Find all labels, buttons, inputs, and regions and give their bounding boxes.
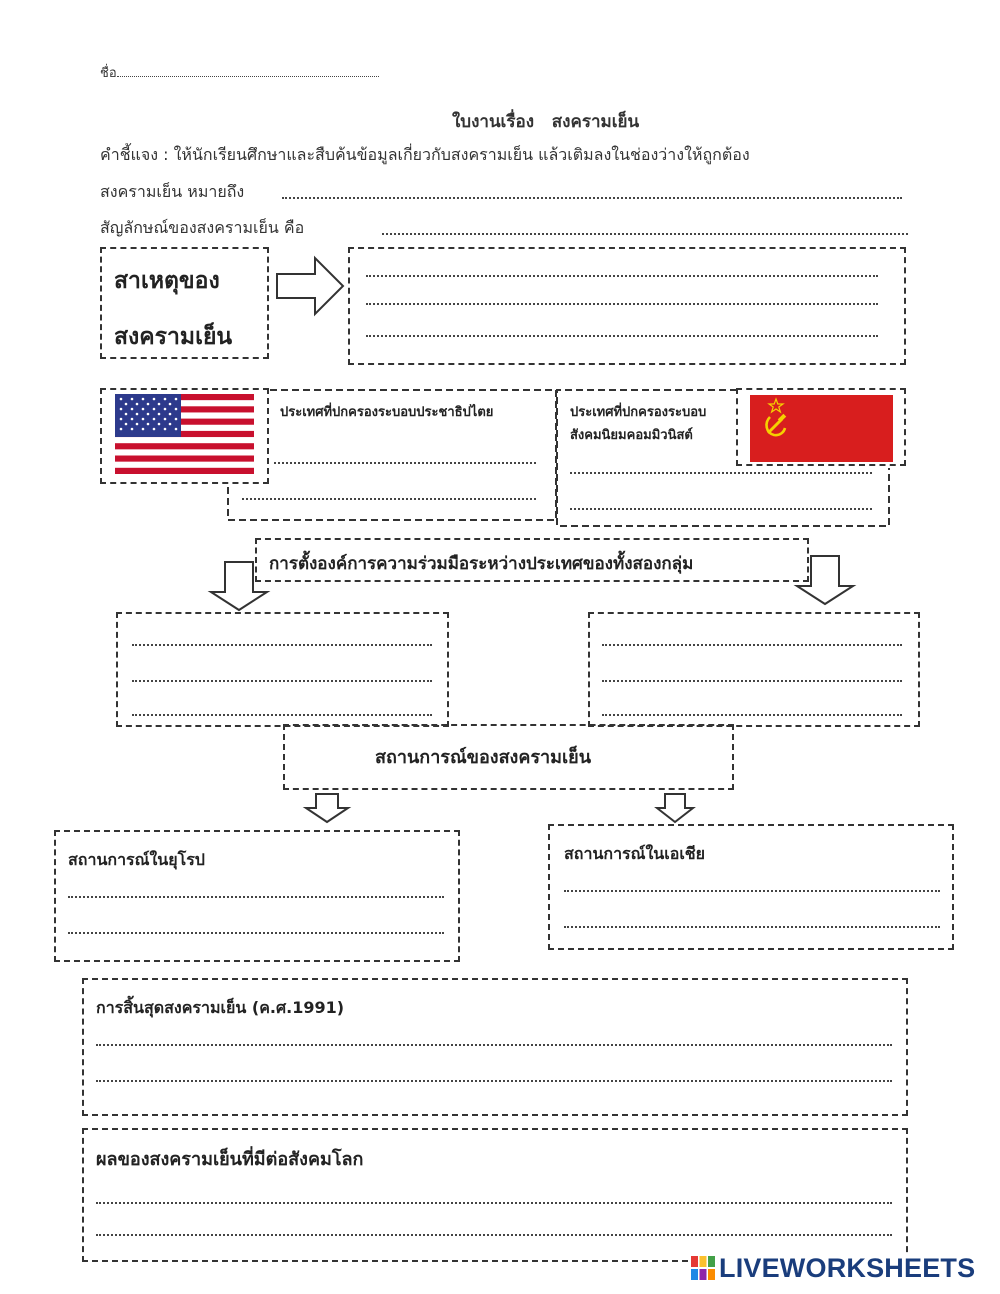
situation-title: สถานการณ์ของสงครามเย็น <box>375 747 592 768</box>
symbol-label: สัญลักษณ์ของสงครามเย็น คือ <box>100 218 305 237</box>
symbol-input-line[interactable] <box>382 233 908 235</box>
democracy-label: ประเทศที่ปกครองระบอบประชาธิปไตย <box>280 405 494 420</box>
symbol-row <box>100 216 304 241</box>
causes-input-line-3[interactable] <box>366 335 878 337</box>
europe-situation-label: สถานการณ์ในยุโรป <box>68 850 205 869</box>
down-arrow-icon-asia <box>654 792 696 824</box>
down-arrow-icon-europe <box>302 792 352 824</box>
name-label: ชื่อ <box>100 66 117 81</box>
causes-answer-box <box>348 247 906 365</box>
eastern-organization-box <box>588 612 920 727</box>
europe-situation-box <box>54 830 460 962</box>
western-org-input-line-2[interactable] <box>132 680 432 682</box>
western-organization-box <box>116 612 449 727</box>
ending-input-line-2[interactable] <box>96 1080 892 1082</box>
democracy-input-line-1[interactable] <box>274 462 536 464</box>
eastern-org-input-line-2[interactable] <box>602 680 902 682</box>
ending-label: การสิ้นสุดสงครามเย็น (ค.ศ.1991) <box>96 998 345 1017</box>
situation-title-box <box>283 724 734 790</box>
organizations-title-box <box>255 538 809 582</box>
causes-input-line-2[interactable] <box>366 303 878 305</box>
effects-input-line-2[interactable] <box>96 1234 892 1236</box>
communist-input-line-2[interactable] <box>570 508 872 510</box>
causes-title-box <box>100 247 269 359</box>
europe-input-line-1[interactable] <box>68 896 444 898</box>
asia-situation-box <box>548 824 954 950</box>
title-topic: สงครามเย็น <box>551 112 640 132</box>
effects-box <box>82 1128 908 1262</box>
title-prefix: ใบงานเรื่อง <box>452 112 535 132</box>
eastern-org-input-line-1[interactable] <box>602 644 902 646</box>
effects-label: ผลของสงครามเย็นที่มีต่อสังคมโลก <box>96 1149 364 1170</box>
meaning-input-line[interactable] <box>282 197 902 199</box>
communist-input-line-1[interactable] <box>570 472 872 474</box>
meaning-row <box>100 180 244 205</box>
ending-input-line-1[interactable] <box>96 1044 892 1046</box>
right-arrow-icon <box>275 254 347 318</box>
down-arrow-icon-left <box>207 560 271 612</box>
democracy-input-line-2[interactable] <box>242 498 536 500</box>
soviet-flag-icon <box>750 395 893 462</box>
organizations-title: การตั้งองค์การความร่วมมือระหว่างประเทศของทั้งสองกลุ่ม <box>269 554 694 574</box>
asia-situation-label: สถานการณ์ในเอเชีย <box>564 844 706 863</box>
causes-input-line-1[interactable] <box>366 275 878 277</box>
instruction-text: คำชี้แจง : ให้นักเรียนศึกษาและสืบค้นข้อมูลเกี่ยวกับสงครามเย็น แล้วเติมลงในช่องว่างให้ถูกต้อง <box>100 145 750 164</box>
communist-label-line1: ประเทศที่ปกครองระบอบ <box>570 405 707 420</box>
liveworksheets-logo-icon <box>690 1255 716 1281</box>
name-field-row <box>100 62 379 83</box>
meaning-label: สงครามเย็น หมายถึง <box>100 182 245 201</box>
asia-input-line-1[interactable] <box>564 890 940 892</box>
effects-input-line-1[interactable] <box>96 1202 892 1204</box>
western-org-input-line-1[interactable] <box>132 644 432 646</box>
causes-title-line2: สงครามเย็น <box>114 324 233 350</box>
western-org-input-line-3[interactable] <box>132 714 432 716</box>
page-title <box>452 108 639 135</box>
asia-input-line-2[interactable] <box>564 926 940 928</box>
liveworksheets-logo <box>690 1253 975 1283</box>
causes-title-line1: สาเหตุของ <box>114 268 220 294</box>
liveworksheets-logo-text: LIVEWORKSHEETS <box>719 1252 976 1283</box>
down-arrow-icon-right <box>793 554 857 606</box>
communist-label-line2: สังคมนิยมคอมมิวนิสต์ <box>570 428 693 443</box>
eastern-org-input-line-3[interactable] <box>602 714 902 716</box>
ending-box <box>82 978 908 1116</box>
europe-input-line-2[interactable] <box>68 932 444 934</box>
name-input-line[interactable] <box>117 75 379 77</box>
